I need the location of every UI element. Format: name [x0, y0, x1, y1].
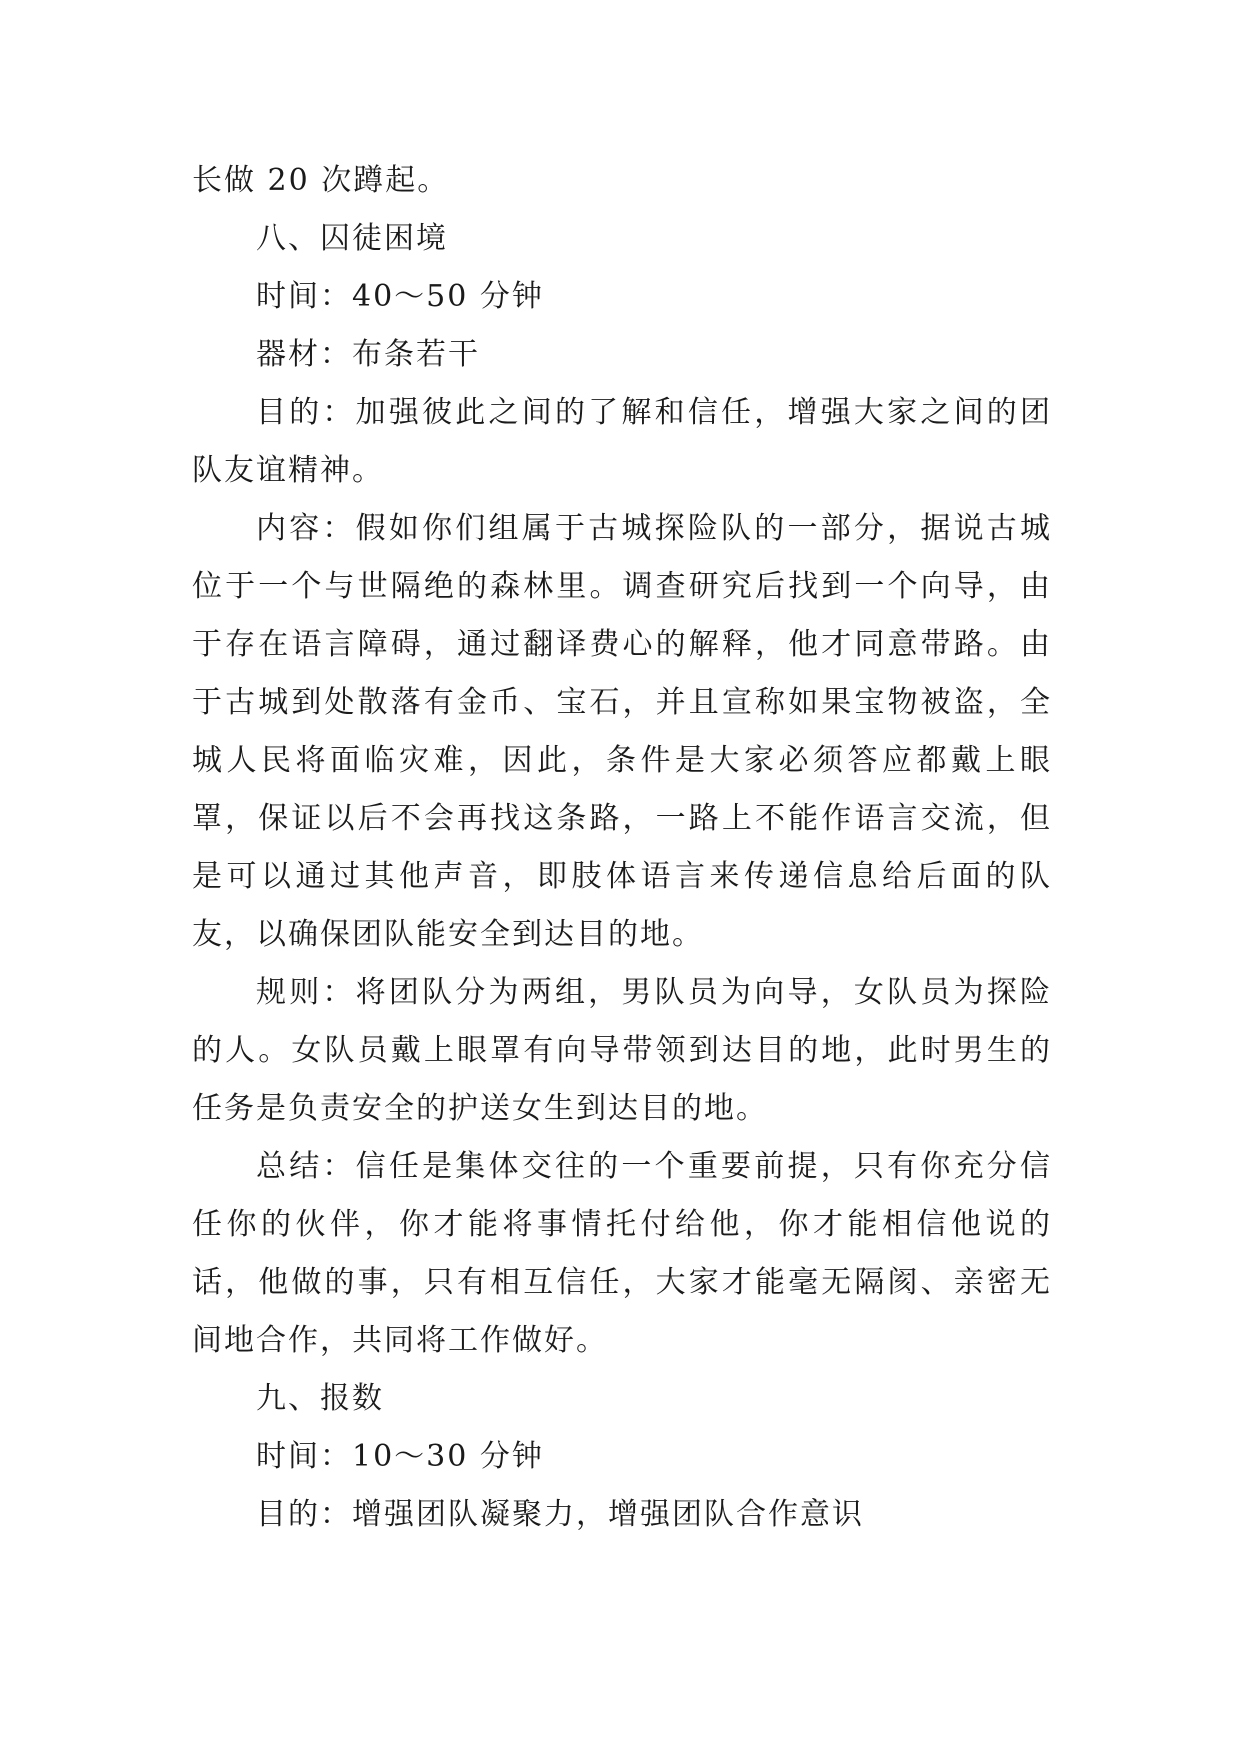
paragraph-continuation: 长做 20 次蹲起。 [192, 163, 450, 198]
section-9-time: 时间：10～30 分钟 [256, 1439, 544, 1474]
document-page [192, 152, 1052, 1544]
section-8-time: 时间：40～50 分钟 [256, 279, 544, 314]
section-8-rules: 规则：将团队分为两组，男队员为向导，女队员为探险的人。女队员戴上眼罩有向导带领到达目的地，此时男生的任务是负责安全的护送女生到达目的地。 [192, 975, 1052, 1126]
section-8-content: 内容：假如你们组属于古城探险队的一部分，据说古城位于一个与世隔绝的森林里。调查研究后找到一个向导，由于存在语言障碍，通过翻译费心的解释，他才同意带路。由于古城到处散落有金币、宝石，并且宣称如果宝物被盗，全城人民将面临灾难，因此，条件是大家必须答应都戴上眼罩，保证以后不会再找这条路，一路上不能作语言交流，但是可以通过其他声音，即肢体语言来传递信息给后面的队友，以确保团队能安全到达目的地。 [192, 511, 1052, 952]
section-8-purpose: 目的：加强彼此之间的了解和信任，增强大家之间的团队友谊精神。 [192, 395, 1052, 488]
section-8-summary: 总结：信任是集体交往的一个重要前提，只有你充分信任你的伙伴，你才能将事情托付给他，你才能相信他说的话，他做的事，只有相互信任，大家才能毫无隔阂、亲密无间地合作，共同将工作做好。 [192, 1149, 1052, 1358]
section-8-equipment: 器材：布条若干 [256, 337, 480, 372]
section-9-purpose: 目的：增强团队凝聚力，增强团队合作意识 [256, 1497, 864, 1532]
section-heading-count-off: 九、报数 [256, 1381, 384, 1416]
section-heading-prisoners-dilemma: 八、囚徒困境 [256, 221, 448, 256]
